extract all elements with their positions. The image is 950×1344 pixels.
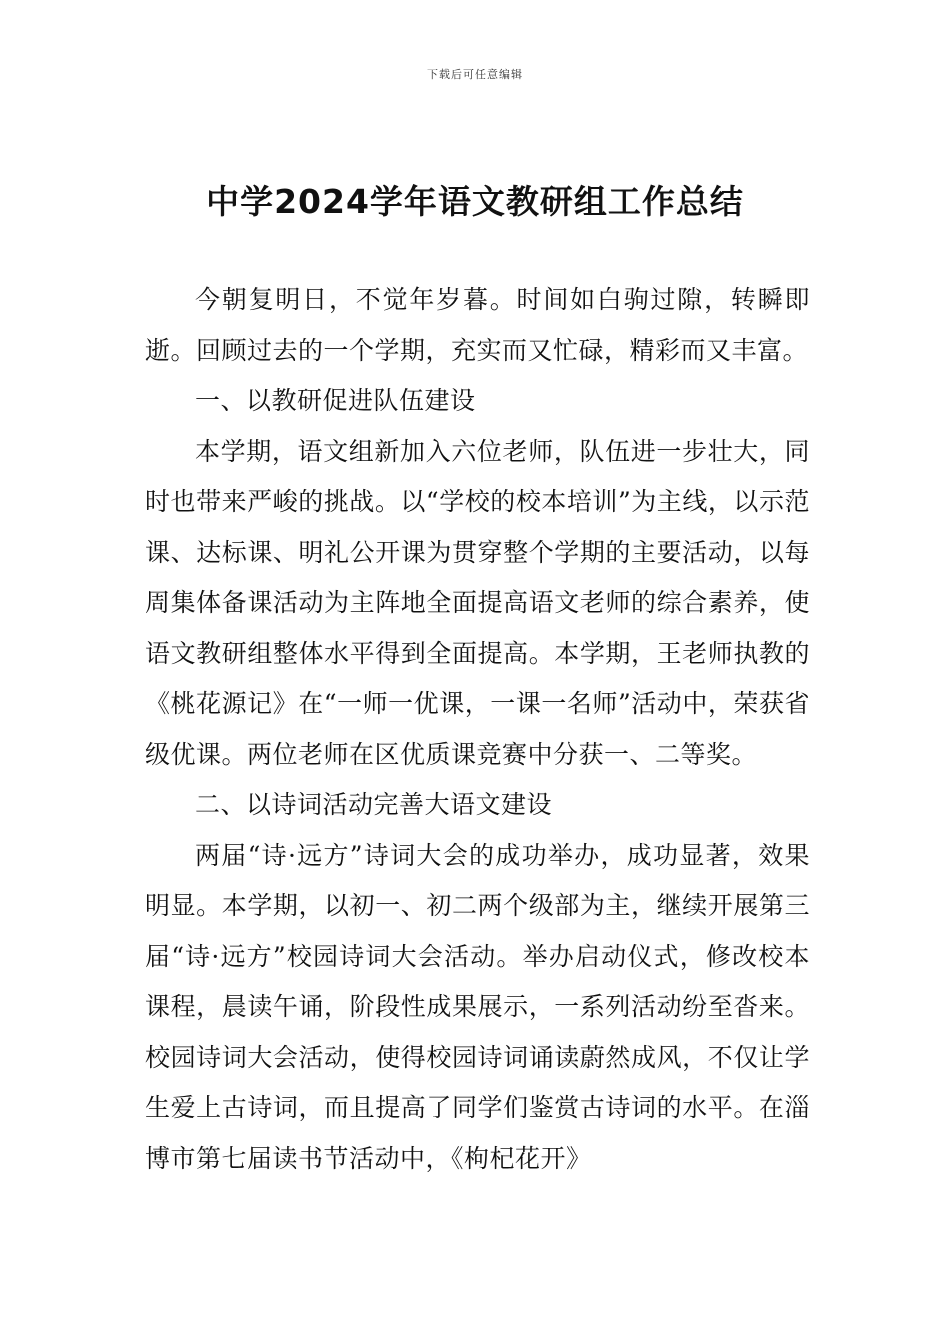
document-body bbox=[145, 275, 810, 1184]
section-heading-1: 一、以教研促进队伍建设 bbox=[195, 386, 476, 415]
intro-paragraph: 今朝复明日，不觉年岁暮。时间如白驹过隙，转瞬即逝。回顾过去的一个学期，充实而又忙碌，精彩而又丰富。 bbox=[145, 285, 810, 365]
header-note: 下载后可任意编辑 bbox=[427, 68, 523, 81]
section-1-paragraph: 本学期，语文组新加入六位老师，队伍进一步壮大，同时也带来严峻的挑战。以“学校的校本培训”为主线，以示范课、达标课、明礼公开课为贯穿整个学期的主要活动，以每周集体备课活动为主阵地全面提高语文老师的综合素养，使语文教研组整体水平得到全面提高。本学期，王老师执教的《桃花源记》在“一师一优课，一课一名师”活动中，荣获省级优课。两位老师在区优质课竞赛中分获一、二等奖。 bbox=[145, 436, 810, 769]
document-title: 中学2024学年语文教研组工作总结 bbox=[206, 182, 744, 221]
section-heading-2: 二、以诗词活动完善大语文建设 bbox=[195, 790, 553, 819]
section-2-paragraph: 两届“诗·远方”诗词大会的成功举办，成功显著，效果明显。本学期，以初一、初二两个级部为主，继续开展第三届“诗·远方”校园诗词大会活动。举办启动仪式，修改校本课程，晨读午诵，阶段性成果展示，一系列活动纷至沓来。校园诗词大会活动，使得校园诗词诵读蔚然成风，不仅让学生爱上古诗词，而且提高了同学们鉴赏古诗词的水平。在淄博市第七届读书节活动中，《枸杞花开》 bbox=[145, 840, 810, 1173]
